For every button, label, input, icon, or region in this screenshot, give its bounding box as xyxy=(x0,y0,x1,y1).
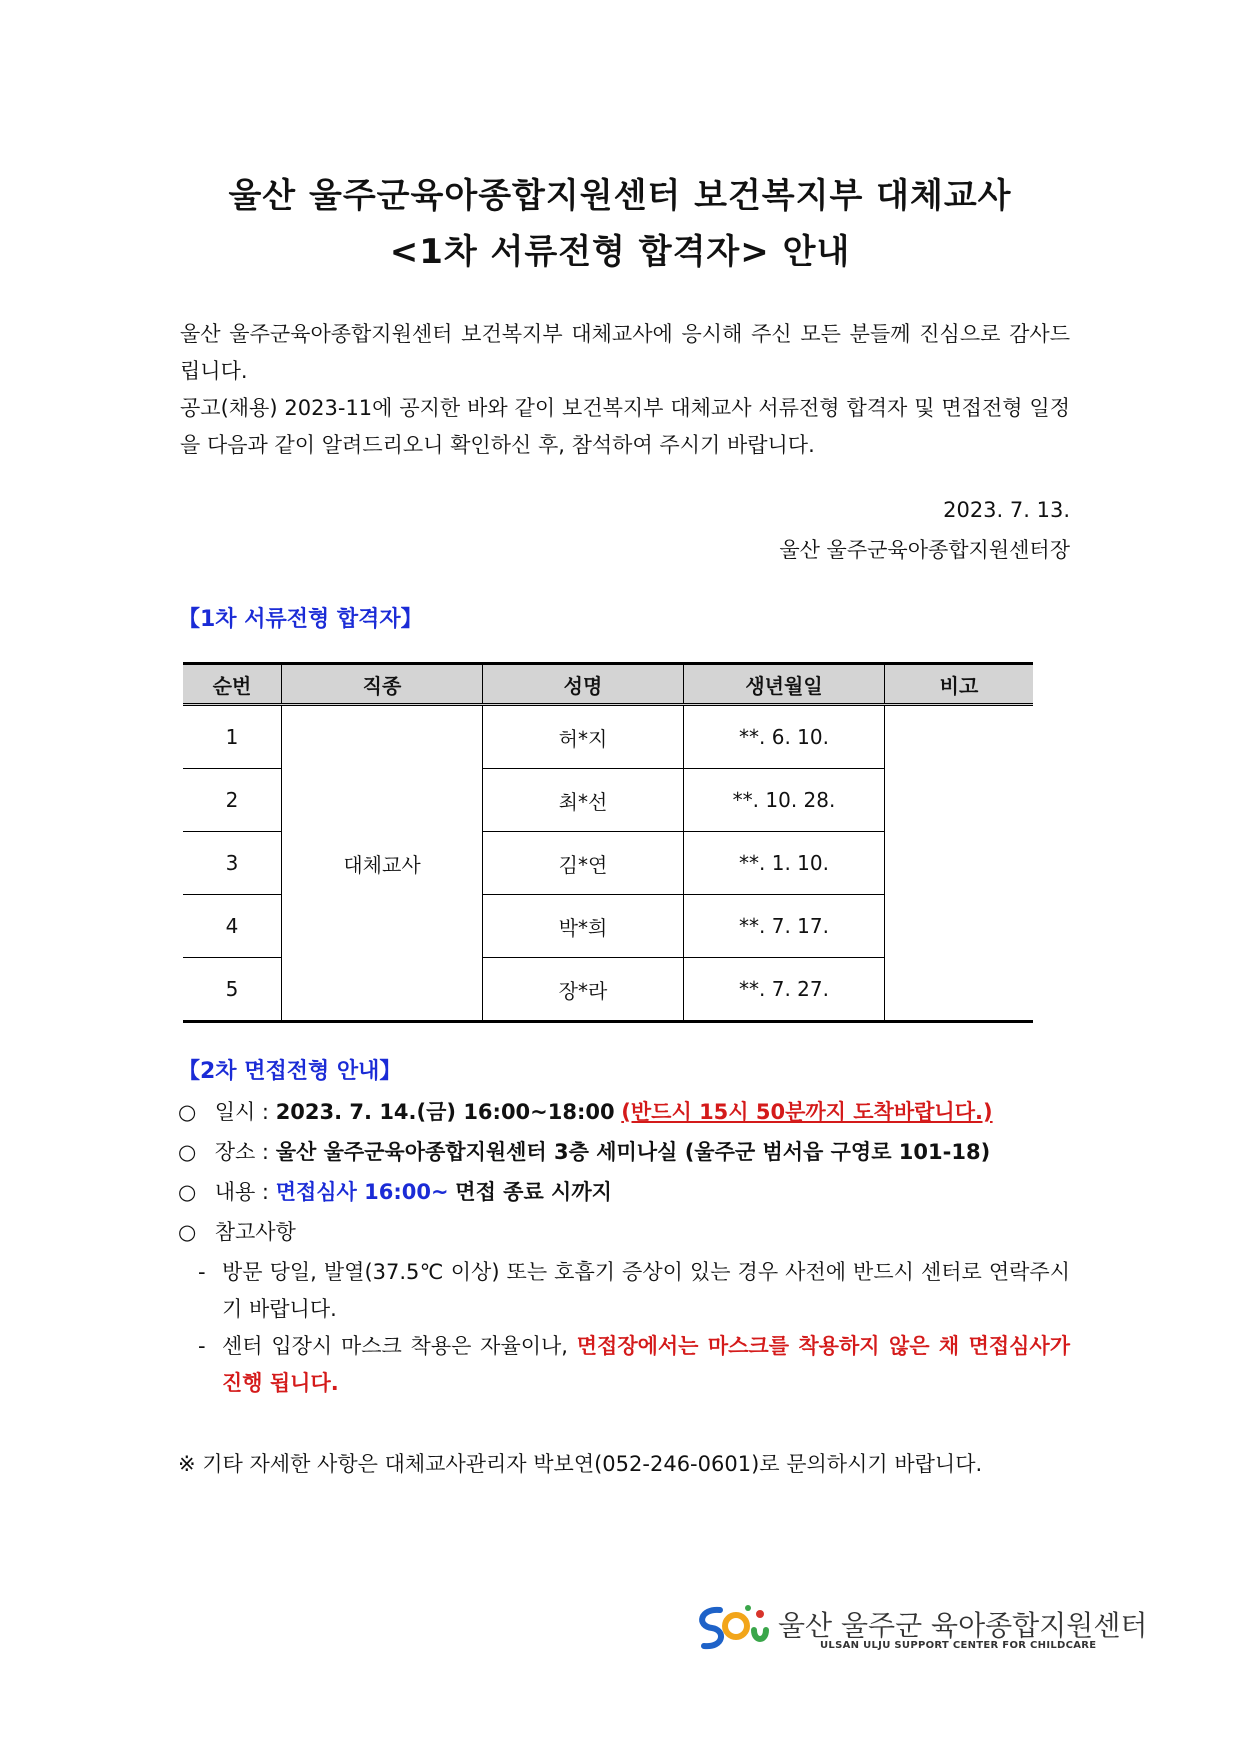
center-logo xyxy=(690,1600,1148,1660)
applicant-name: 허*지 xyxy=(483,705,684,769)
circle-bullet: ○ xyxy=(178,1220,197,1244)
issuer-name: 울산 울주군육아종합지원센터장 xyxy=(779,538,1070,562)
birth-date: **. 1. 10. xyxy=(684,832,885,895)
row-number: 5 xyxy=(183,958,282,1022)
mask-warning: 면접장에서는 마스크를 착용하지 않은 채 면접심사가 진행 됩니다. xyxy=(222,1334,1070,1395)
column-header-birth: 생년월일 xyxy=(684,664,885,705)
applicant-name: 장*라 xyxy=(483,958,684,1022)
dash-bullet: - xyxy=(198,1334,206,1358)
issue-date: 2023. 7. 13. xyxy=(943,498,1070,522)
column-header-job: 직종 xyxy=(282,664,483,705)
content-label: 내용 : xyxy=(214,1180,276,1204)
interview-content-row xyxy=(178,1172,1078,1212)
dash-bullet: - xyxy=(198,1260,206,1284)
row-number: 2 xyxy=(183,769,282,832)
circle-bullet: ○ xyxy=(178,1180,197,1204)
applicant-name: 김*연 xyxy=(483,832,684,895)
circle-bullet: ○ xyxy=(178,1140,197,1164)
row-number: 1 xyxy=(183,705,282,769)
applicant-name: 최*선 xyxy=(483,769,684,832)
intro-paragraph-2: 공고(채용) 2023-11에 공지한 바와 같이 보건복지부 대체교사 서류전형 합격자 및 면접전형 일정을 다음과 같이 알려드리오니 확인하신 후, 참석하여 주시기 바랍니다. xyxy=(180,396,1070,457)
notes-list xyxy=(198,1254,1070,1402)
logo-mark-icon xyxy=(690,1600,774,1656)
interview-place: 울산 울주군육아종합지원센터 3층 세미나실 (울주군 범서읍 구영로 101-18) xyxy=(275,1140,991,1164)
birth-date: **. 7. 27. xyxy=(684,958,885,1022)
job-cell: 대체교사 xyxy=(282,705,483,1022)
interview-date: 2023. 7. 14.(금) 16:00~18:00 xyxy=(275,1100,615,1124)
birth-date: **. 10. 28. xyxy=(684,769,885,832)
table-row xyxy=(183,705,1033,769)
row-number: 4 xyxy=(183,895,282,958)
note-text: 방문 당일, 발열(37.5℃ 이상) 또는 호흡기 증상이 있는 경우 사전에 반드시 센터로 연락주시기 바랍니다. xyxy=(222,1260,1070,1321)
row-number: 3 xyxy=(183,832,282,895)
place-label: 장소 : xyxy=(214,1140,276,1164)
results-table xyxy=(183,662,1033,1023)
document-title-line2: <1차 서류전형 합격자> 안내 xyxy=(389,232,851,272)
interview-date-row xyxy=(178,1092,1078,1132)
document-title-line1: 울산 울주군육아종합지원센터 보건복지부 대체교사 xyxy=(228,176,1012,216)
note-item xyxy=(198,1254,1070,1328)
column-header-name: 성명 xyxy=(483,664,684,705)
birth-date: **. 6. 10. xyxy=(684,705,885,769)
table-header-row xyxy=(183,664,1033,705)
notes-label: 참고사항 xyxy=(214,1220,296,1244)
section-heading-interview: 【2차 면접전형 안내】 xyxy=(178,1059,402,1084)
notes-row xyxy=(178,1212,1078,1252)
interview-content: 면접 종료 시까지 xyxy=(455,1180,612,1204)
remarks-cell xyxy=(885,705,1034,1022)
birth-date: **. 7. 17. xyxy=(684,895,885,958)
circle-bullet: ○ xyxy=(178,1100,197,1124)
contact-note: ※ 기타 자세한 사항은 대체교사관리자 박보연(052-246-0601)로 문의하시기 바랍니다. xyxy=(178,1452,983,1476)
section-heading-results: 【1차 서류전형 합격자】 xyxy=(178,607,423,632)
column-header-remarks: 비고 xyxy=(885,664,1034,705)
interview-place-row xyxy=(178,1132,1078,1172)
applicant-name: 박*희 xyxy=(483,895,684,958)
column-header-no: 순번 xyxy=(183,664,282,705)
intro-paragraph-1: 울산 울주군육아종합지원센터 보건복지부 대체교사에 응시해 주신 모든 분들께 진심으로 감사드립니다. xyxy=(180,322,1070,383)
note-item xyxy=(198,1328,1070,1402)
interview-info xyxy=(178,1092,1078,1252)
logo-name-english: ULSAN ULJU SUPPORT CENTER FOR CHILDCARE xyxy=(820,1640,1097,1651)
arrival-warning: (반드시 15시 50분까지 도착바랍니다.) xyxy=(621,1100,993,1124)
date-label: 일시 : xyxy=(214,1100,276,1124)
logo-name-korean: 울산 울주군 육아종합지원센터 xyxy=(778,1609,1148,1642)
note-text: 센터 입장시 마스크 착용은 자율이나, xyxy=(222,1334,577,1358)
interview-time: 면접심사 16:00~ xyxy=(275,1180,449,1204)
